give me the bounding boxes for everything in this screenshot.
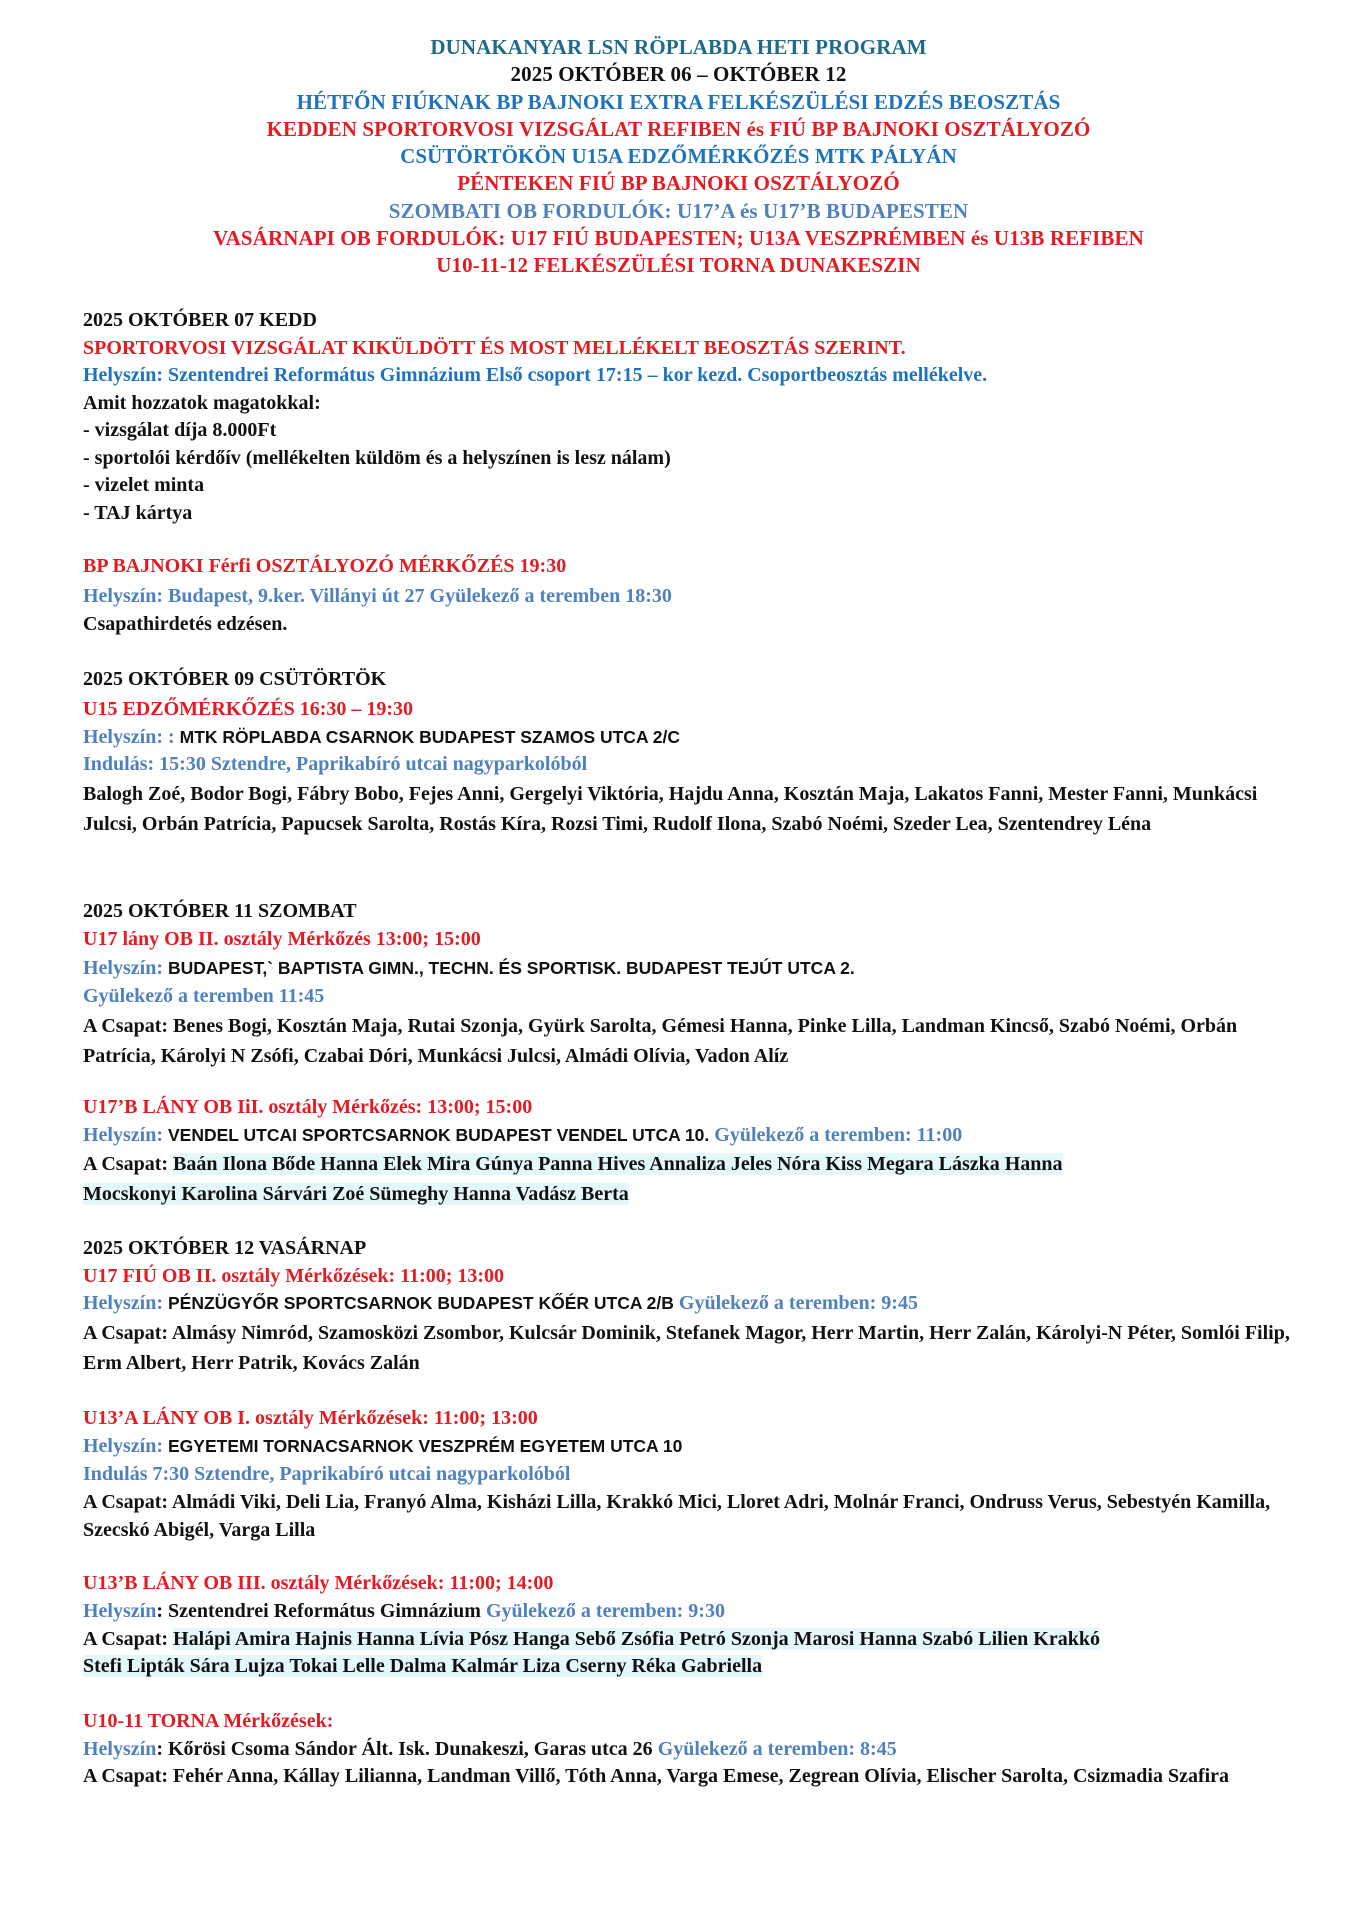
match-location — [83, 1122, 1293, 1150]
title-part: BP BAJNOKI — [83, 555, 209, 577]
event-departure: Indulás: 15:30 Sztendre, Paprikabíró utcai nagyparkolóból — [83, 753, 588, 775]
match-gather: Gyülekező a teremben: 11:00 — [709, 1123, 963, 1146]
section-oct09 — [83, 666, 1293, 839]
day-heading: 2025 OKTÓBER 07 KEDD — [83, 309, 317, 331]
match-location — [83, 1736, 1293, 1764]
section-oct12 — [83, 1235, 1293, 1378]
team-label: A Csapat: — [83, 1627, 174, 1650]
location-value: : Kőrösi Csoma Sándor Ált. Isk. Dunakeszi, Garas utca 26 — [156, 1738, 653, 1760]
match-location — [83, 1598, 1293, 1626]
team-label: A Csapat: — [83, 1321, 172, 1344]
team-players: Halápi Amira Hajnis Hanna Lívia Pósz Hanga Sebő Zsófia Petró Szonja Marosi Hanna Szabó Lilien Krakkó — [173, 1627, 1100, 1650]
day-heading: 2025 OKTÓBER 11 SZOMBAT — [83, 900, 357, 922]
bring-item: - vizsgálat díja 8.000Ft — [83, 419, 277, 441]
event-title: SPORTORVOSI VIZSGÁLAT KIKÜLDÖTT ÉS MOST MELLÉKELT BEOSZTÁS SZERINT. — [83, 336, 906, 359]
location-value: : Szentendrei Református Gimnázium — [156, 1600, 481, 1622]
match-gather: Gyülekező a teremben: 9:30 — [480, 1600, 725, 1622]
section-oct12-match3 — [83, 1568, 1293, 1681]
team-label: A Csapat: — [83, 1764, 174, 1787]
match-title: U17’B LÁNY OB IiI. osztály Mérkőzés: 13:00; 15:00 — [83, 1096, 533, 1118]
match-location — [83, 953, 1293, 983]
team-list-continued — [83, 1653, 1293, 1681]
event-title: U15 EDZŐMÉRKŐZÉS 16:30 – 19:30 — [83, 697, 414, 720]
match-title: U17 FIÚ OB II. osztály Mérkőzések: 11:00; 13:00 — [83, 1264, 505, 1287]
location-label: Helyszín: — [83, 957, 168, 979]
player-list: Balogh Zoé, Bodor Bogi, Fábry Bobo, Fejes Anni, Gergelyi Viktória, Hajdu Anna, Kosztán Maja, Lakatos Fanni, Mester Fanni, Munkácsi Julcsi, Orbán Patrícia, Papucsek Sarolta, Rostás Kíra, Rozsi Timi, Rudolf Ilona, Szabó Noémi, Szeder Lea, Szentendrey Léna — [83, 782, 1258, 835]
section-oct12-match2 — [83, 1403, 1293, 1544]
section-oct07 — [83, 307, 1293, 527]
bring-item: - vizelet minta — [83, 474, 205, 496]
location-label: Helyszín: — [83, 1435, 168, 1457]
location-label: Helyszín: — [83, 1292, 168, 1314]
match-departure: Indulás 7:30 Sztendre, Paprikabíró utcai nagyparkolóból — [83, 1462, 571, 1485]
team-players: Almásy Nimród, Szamosközi Zsombor, Kulcsár Dominik, Stefanek Magor, Herr Martin, Herr Zalán, Károlyi-N Péter, Somlói Filip, Erm Albert, Herr Patrik, Kovács Zalán — [83, 1321, 1290, 1374]
location-label: Helyszín — [83, 1600, 157, 1622]
event-title — [83, 553, 1293, 581]
location-value: BUDAPEST,` BAPTISTA GIMN., TECHN. ÉS SPORTISK. BUDAPEST TEJÚT UTCA 2. — [168, 958, 855, 978]
event-location: Helyszín: Budapest, 9.ker. Villányi út 27 Gyülekező a teremben 18:30 — [83, 584, 672, 607]
summary-line-monday: HÉTFŐN FIÚKNAK BP BAJNOKI EXTRA FELKÉSZÜLÉSI EDZÉS BEOSZTÁS — [296, 89, 1061, 114]
event-location: Helyszín: Szentendrei Református Gimnázium Első csoport 17:15 – kor kezd. Csoportbeosztás mellékelve. — [83, 364, 988, 386]
team-label: A Csapat: — [83, 1491, 172, 1513]
event-note: Csapathirdetés edzésen. — [83, 612, 288, 635]
location-value: VENDEL UTCAI SPORTCSARNOK BUDAPEST VENDEL UTCA 10. — [168, 1124, 710, 1145]
location-label: Helyszín: : — [83, 725, 180, 748]
match-location — [83, 1433, 1293, 1461]
title-part: Férfi — [208, 555, 251, 577]
team-players: Almádi Viki, Deli Lia, Franyó Alma, Kisházi Lilla, Krakkó Mici, Lloret Adri, Molnár Franci, Ondruss Verus, Sebestyén Kamilla, Szecskó Abigél, Varga Lilla — [83, 1491, 1271, 1541]
match-gather: Gyülekező a teremben: 8:45 — [652, 1738, 897, 1760]
location-value: PÉNZÜGYŐR SPORTCSARNOK BUDAPEST KŐÉR UTCA 2/B — [168, 1293, 674, 1313]
day-heading: 2025 OKTÓBER 09 CSÜTÖRTÖK — [83, 668, 387, 690]
bring-item: - sportolói kérdőív (mellékelten küldöm és a helyszínen is lesz nálam) — [83, 446, 671, 469]
team-players: Fehér Anna, Kállay Lilianna, Landman Villő, Tóth Anna, Varga Emese, Zegrean Olívia, Elischer Sarolta, Csizmadia Szafira — [173, 1764, 1230, 1787]
team-label: A Csapat: — [83, 1153, 174, 1175]
section-oct12-match4 — [83, 1706, 1293, 1788]
summary-line-tuesday: KEDDEN SPORTORVOSI VIZSGÁLAT REFIBEN és FIÚ BP BAJNOKI OSZTÁLYOZÓ — [266, 116, 1091, 141]
title-part: OSZTÁLYOZÓ MÉRKŐZÉS 19:30 — [250, 555, 567, 577]
summary-line-friday: PÉNTEKEN FIÚ BP BAJNOKI OSZTÁLYOZÓ — [457, 171, 900, 196]
location-value: EGYETEMI TORNACSARNOK VESZPRÉM EGYETEM UTCA 10 — [168, 1436, 683, 1456]
team-players: Baán Ilona Bőde Hanna Elek Mira Gúnya Panna Hives Annaliza Jeles Nóra Kiss Megara Lászka Hanna — [173, 1153, 1063, 1175]
match-title: U13’B LÁNY OB III. osztály Mérkőzések: 11:00; 14:00 — [83, 1572, 554, 1594]
match-location — [83, 1290, 1293, 1318]
team-list — [83, 1011, 1293, 1071]
bring-label: Amit hozzatok magatokkal: — [83, 391, 321, 414]
match-gather: Gyülekező a teremben: 9:45 — [673, 1292, 918, 1314]
team-label: A Csapat: — [83, 1014, 174, 1037]
team-list — [83, 1149, 1293, 1179]
summary-line-saturday: SZOMBATI OB FORDULÓK: U17’A és U17’B BUDAPESTEN — [388, 198, 969, 223]
summary-line-sunday: VASÁRNAPI OB FORDULÓK: U17 FIÚ BUDAPESTEN; U13A VESZPRÉMBEN és U13B REFIBEN — [213, 226, 1144, 251]
program-date-range: 2025 OKTÓBER 06 – OKTÓBER 12 — [510, 62, 847, 87]
match-title: U10-11 TORNA Mérkőzések: — [83, 1710, 334, 1732]
section-oct11 — [83, 898, 1293, 1071]
location-label: Helyszín — [83, 1738, 157, 1760]
summary-line-tournament: U10-11-12 FELKÉSZÜLÉSI TORNA DUNAKESZIN — [436, 253, 921, 278]
bring-item: - TAJ kártya — [83, 501, 193, 524]
team-list — [83, 1626, 1293, 1654]
team-list — [83, 1318, 1293, 1378]
program-header — [0, 34, 1357, 280]
section-oct07-match — [83, 553, 1293, 638]
location-label: Helyszín: — [83, 1123, 168, 1146]
location-value: MTK RÖPLABDA CSARNOK BUDAPEST SZAMOS UTCA 2/C — [179, 726, 681, 747]
section-oct11-match2 — [83, 1094, 1293, 1209]
team-list — [83, 1764, 1293, 1788]
team-players: Mocskonyi Karolina Sárvári Zoé Sümeghy Hanna Vadász Berta — [83, 1183, 629, 1205]
program-title: DUNAKANYAR LSN RÖPLABDA HETI PROGRAM — [430, 35, 927, 59]
team-players: Benes Bogi, Kosztán Maja, Rutai Szonja, Gyürk Sarolta, Gémesi Hanna, Pinke Lilla, Landman Kincső, Szabó Noémi, Orbán Patrícia, Károlyi N Zsófi, Czabai Dóri, Munkácsi Julcsi, Almádi Olívia, Vadon Alíz — [83, 1014, 1238, 1067]
team-list — [83, 1488, 1293, 1544]
team-list-continued — [83, 1179, 1293, 1209]
summary-line-thursday: CSÜTÖRTÖKÖN U15A EDZŐMÉRKŐZÉS MTK PÁLYÁN — [400, 144, 957, 169]
team-players: Stefi Lipták Sára Lujza Tokai Lelle Dalma Kalmár Liza Cserny Réka Gabriella — [83, 1655, 763, 1677]
event-location — [83, 724, 1293, 752]
match-title: U17 lány OB II. osztály Mérkőzés 13:00; 15:00 — [83, 927, 481, 950]
match-gather: Gyülekező a teremben 11:45 — [83, 985, 325, 1007]
day-heading: 2025 OKTÓBER 12 VASÁRNAP — [83, 1237, 367, 1259]
match-title: U13’A LÁNY OB I. osztály Mérkőzések: 11:00; 13:00 — [83, 1407, 538, 1429]
